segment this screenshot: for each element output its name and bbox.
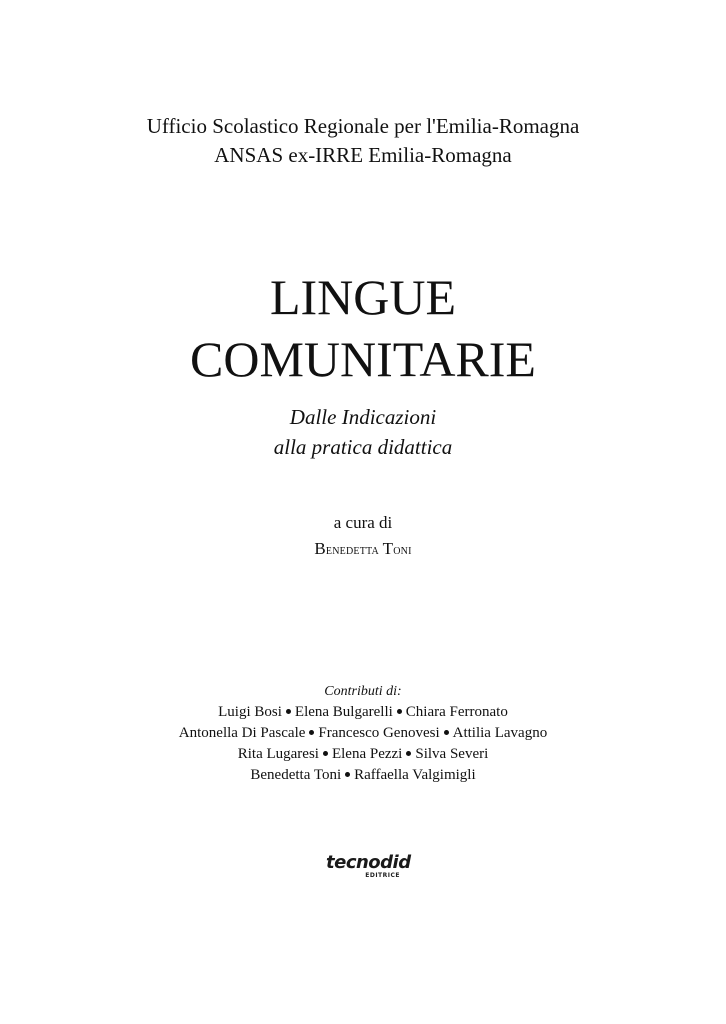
bullet-separator [323,751,328,756]
book-subtitle [0,402,726,462]
bullet-separator [286,709,291,714]
book-title-line-1: LINGUE [269,269,457,325]
contributor-name: Rita Lugaresi [237,746,319,762]
bullet-separator [397,709,402,714]
contributors-row [0,744,726,765]
contributor-name: Elena Bulgarelli [294,704,393,720]
subtitle-line-1: Dalle Indicazioni [289,405,437,429]
contributors-row [0,702,726,723]
publisher-logo [326,852,411,886]
book-title [0,266,726,390]
institution-header [0,112,726,170]
bullet-separator [345,772,350,777]
book-title-line-2: COMUNITARIE [190,331,536,387]
contributor-name: Antonella Di Pascale [178,725,306,741]
bullet-separator [444,730,449,735]
contributor-name: Silva Severi [415,746,489,762]
contributor-name: Chiara Ferronato [405,704,508,720]
contributor-name: Attilia Lavagno [452,725,548,741]
contributors-row [0,723,726,744]
contributors-row [0,765,726,786]
edited-by-label: a cura di [333,513,393,532]
contributors-heading: Contributi di: [324,684,402,699]
publisher-logo-subtitle: EDITRICE [365,872,400,879]
contributor-name: Elena Pezzi [331,746,403,762]
contributor-name: Luigi Bosi [218,704,282,720]
contributor-name: Benedetta Toni [250,767,342,783]
institution-line-1: Ufficio Scolastico Regionale per l'Emilia-Romagna [146,114,580,138]
bullet-separator [406,751,411,756]
editor-name: Benedetta Toni [314,539,412,558]
publisher-logo-wordmark: tecnodid [326,852,411,873]
contributors-list [0,702,726,786]
subtitle-line-2: alla pratica didattica [273,435,453,459]
bullet-separator [309,730,314,735]
contributor-name: Raffaella Valgimigli [354,767,476,783]
institution-line-2: ANSAS ex-IRRE Emilia-Romagna [214,143,512,167]
contributor-name: Francesco Genovesi [318,725,440,741]
